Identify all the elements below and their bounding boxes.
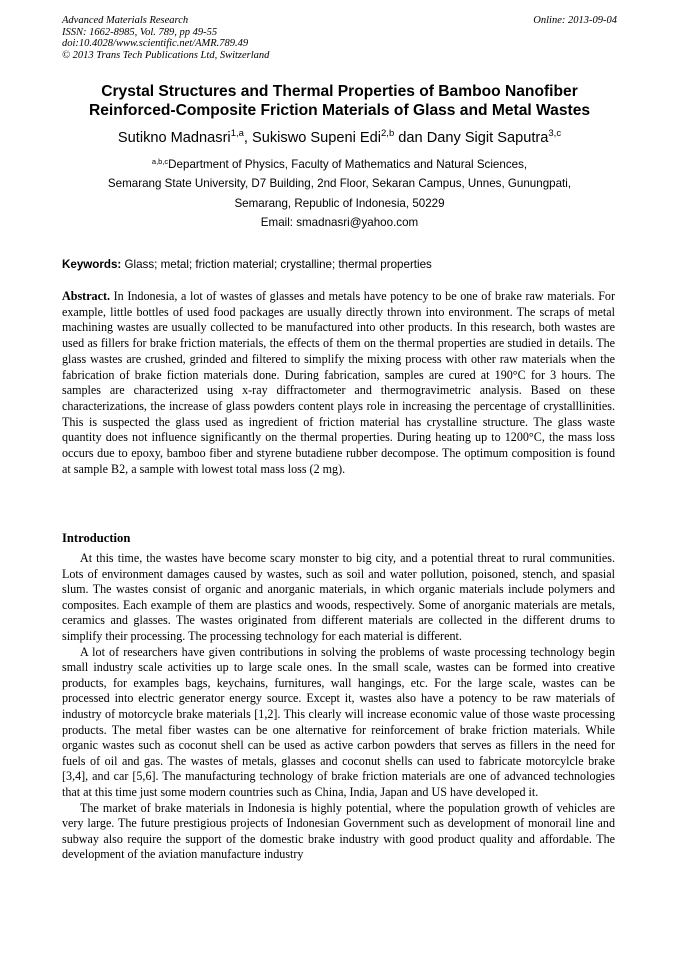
affiliation <box>62 155 617 233</box>
author-superscript: 1,a <box>230 128 244 139</box>
introduction-body <box>62 551 615 863</box>
online-date: Online: 2013-09-04 <box>533 15 617 26</box>
author-email: Email: smadnasri@yahoo.com <box>260 216 419 230</box>
author-superscript: 3,c <box>548 128 562 139</box>
affiliation-line-3: Semarang, Republic of Indonesia, 50229 <box>234 196 445 210</box>
author-separator: dan <box>394 130 427 146</box>
author-superscript: 2,b <box>381 128 395 139</box>
title-line-2: Reinforced-Composite Friction Materials of Glass and Metal Wastes <box>88 102 591 119</box>
abstract <box>62 289 615 477</box>
doi-line: doi:10.4028/www.scientific.net/AMR.789.49 <box>62 38 249 50</box>
affiliation-line-2: Semarang State University, D7 Building, 2nd Floor, Sekaran Campus, Unnes, Gunungpati, <box>107 177 572 191</box>
author-name: Sutikno Madnasri <box>117 130 231 146</box>
issn-line: ISSN: 1662-8985, Vol. 789, pp 49-55 <box>62 26 218 38</box>
copyright-line: © 2013 Trans Tech Publications Ltd, Switzerland <box>62 49 270 61</box>
affiliation-superscript: a,b,c <box>151 157 169 166</box>
author-name: Dany Sigit Saputra <box>426 130 549 146</box>
author-separator: , <box>243 130 253 146</box>
keywords-text: Glass; metal; friction material; crystalline; thermal properties <box>124 258 432 271</box>
paragraph: At this time, the wastes have become scary monster to big city, and a potential threat to rural communities. Lots of environment damages caused by wastes, such as soil and water pollution, poisoned, stench, and spasial slum. The wastes consist of organic and anorganic materials, in which organic materials include polymers and composites. Each example of them are plastics and woods, respectively. Some of anorganic materials are metals, ceramics and glasses. The wastes originated from different materials are collected in the different drums to simplify their processing. The processing technology for each material is different. <box>62 551 615 643</box>
abstract-text: In Indonesia, a lot of wastes of glasses and metals have potency to be one of brake raw materials. For example, little bottles of used food packages are usually directly thrown into environment. The scraps of metal machining wastes are usually collected to be manufactured into other products. In this research, both wastes are used as fillers for brake friction materials, the effects of them on the thermal properties are studied in details. The glass wastes are crushed, grinded and filtered to simplify the mixing process with other raw materials when the fabrication of brake fiction materials done. During fabrication, samples are cured at 190°C for 3 hours. The samples are characterized using x-ray diffractometer and thermogravimetric analysis. Based on these characterizations, the increase of glass powders content plays role in increasing the percentage of crystalllinities. This is suspected the glass used as ingredient of friction material has crystalline structure. The glass waste quantity does not influence significantly on the thermal properties. During heating up to 1200°C, the mass loss occurs due to epoxy, bamboo fiber and styrene butadiene rubber decompose. The optimum composition is found at sample B2, a sample with lowest total mass loss (2 mg). <box>62 289 615 476</box>
section-heading-introduction: Introduction <box>62 531 131 545</box>
affiliation-line-1: $^{a,b,c}$Department of Physics, Faculty of Mathematics and Natural Sciences, <box>151 157 528 171</box>
paper-title <box>62 82 617 120</box>
keywords <box>62 257 617 273</box>
paragraph: The market of brake materials in Indonesia is highly potential, where the population growth of vehicles are very large. The future prestigious projects of Indonesian Government such as development of monorail line and subway also require the support of the domestic brake industry with good product quality and affordable. The development of the aviation manufacture industry <box>62 800 615 862</box>
keywords-label: Keywords: <box>62 258 122 271</box>
paragraph: A lot of researchers have given contributions in solving the problems of waste processing technology begin small industry scale activities up to large scale ones. In the small scale, wastes can be formed into creative products, for examples bags, keychains, furnitures, wall hangings, etc. For the large scale, wastes can be processed into electric generator energy source. Except it, wastes also have a potency to be raw materials of industry of motorcycle brake materials [1,2]. This clearly will increase economic value of those waste processing products. The metal fiber wastes can be one alternative for reinforcement of brake friction materials. While organic wastes such as coconut shell can be used as active carbon powders that serves as fillers in the need for fuels of oil and gas. The wastes of metals, glasses and coconut shells can used to fabricate motorcylcle brake [3,4], and car [5,6]. The manufacturing technology of brake friction materials are one of advanced technologies that at this time just some modern countries such as China, India, Japan and US have developed it. <box>62 644 615 799</box>
journal-header <box>62 15 617 61</box>
author-list <box>62 128 617 148</box>
title-line-1: Crystal Structures and Thermal Properties of Bamboo Nanofiber <box>101 83 578 100</box>
author-name: Sukiswo Supeni Edi <box>252 130 382 146</box>
journal-name: Advanced Materials Research <box>62 15 189 26</box>
abstract-label: Abstract. <box>62 289 111 303</box>
